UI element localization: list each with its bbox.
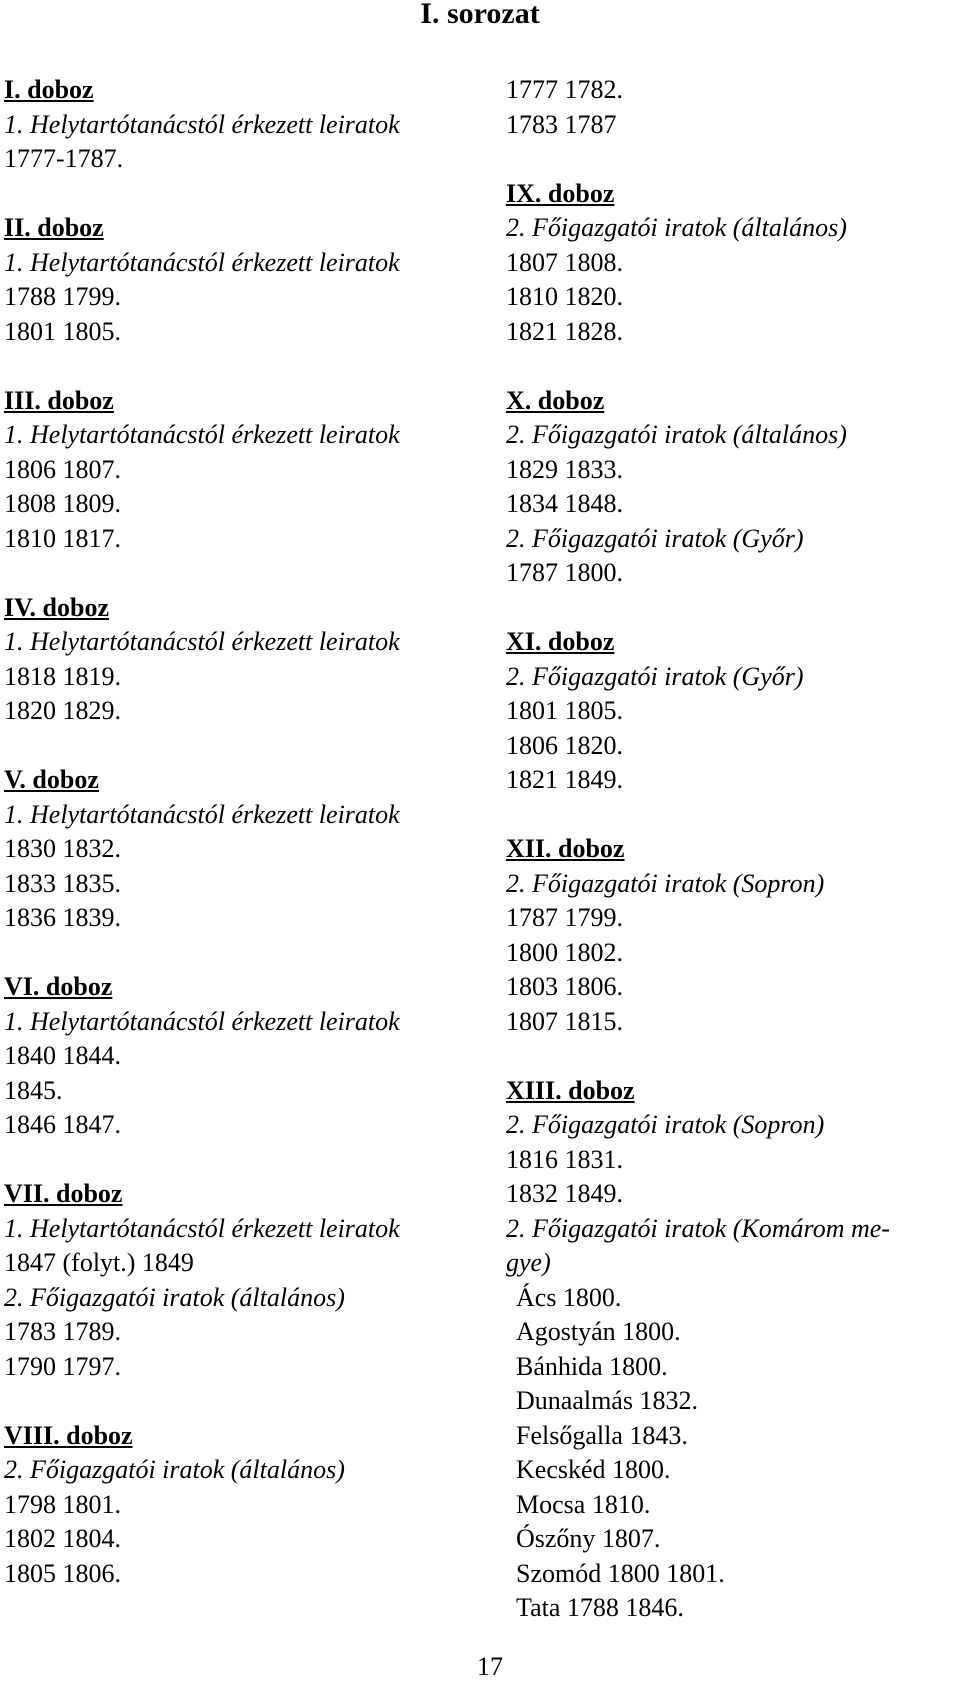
- date-range: 1777 1782.: [506, 75, 623, 104]
- record-group-title: 2. Főigazgatói iratok (Sopron): [506, 868, 825, 898]
- date-range: Felsőgalla 1843.: [516, 1420, 688, 1450]
- record-group-title: 2. Főigazgatói iratok (általános): [4, 1455, 345, 1484]
- date-range: 1830 1832.: [4, 834, 121, 863]
- date-range: 1833 1835.: [4, 868, 121, 898]
- left-column: [4, 73, 400, 1591]
- date-range: 1840 1844.: [4, 1041, 121, 1070]
- box-heading: X. doboz: [506, 385, 605, 415]
- date-range: 1821 1849.: [506, 765, 623, 794]
- box-heading: VI. doboz: [4, 972, 113, 1001]
- date-range: 1807 1808.: [506, 247, 623, 277]
- record-group-title: 1. Helytartótanácstól érkezett leiratok: [4, 420, 400, 449]
- date-range: 1806 1820.: [506, 730, 623, 760]
- date-range: 1787 1800.: [506, 558, 623, 587]
- spacer: [506, 1039, 890, 1074]
- page-number: 17: [477, 1652, 503, 1681]
- date-range: 1800 1802.: [506, 937, 623, 967]
- date-range: 1834 1848.: [506, 489, 623, 518]
- date-range: 1816 1831.: [506, 1144, 623, 1174]
- date-range: 1801 1805.: [4, 316, 121, 346]
- date-range: Agostyán 1800.: [516, 1317, 681, 1346]
- date-range: Mocsa 1810.: [516, 1489, 651, 1519]
- date-range: 1845.: [4, 1075, 63, 1105]
- box-heading: IV. doboz: [4, 592, 110, 622]
- date-range: 1820 1829.: [4, 696, 121, 725]
- spacer: [506, 591, 890, 626]
- date-range: Bánhida 1800.: [516, 1351, 668, 1381]
- record-group-title: 2. Főigazgatói iratok (általános): [4, 1282, 345, 1312]
- spacer: [4, 936, 400, 971]
- date-range: Szomód 1800 1801.: [516, 1558, 725, 1588]
- record-group-title: 2. Főigazgatói iratok (általános): [506, 213, 847, 242]
- record-group-title: 1. Helytartótanácstól érkezett leiratok: [4, 627, 400, 656]
- spacer: [4, 177, 400, 212]
- record-group-title: 2. Főigazgatói iratok (általános): [506, 420, 847, 449]
- record-group-title: gye): [506, 1248, 551, 1277]
- right-column: [506, 73, 890, 1626]
- date-range: 1803 1806.: [506, 972, 623, 1001]
- date-range: 1805 1806.: [4, 1558, 121, 1588]
- date-range: 1777-1787.: [4, 144, 124, 173]
- series-title: I. sorozat: [420, 0, 540, 30]
- spacer: [4, 556, 400, 591]
- box-heading: XI. doboz: [506, 627, 615, 656]
- box-heading: VII. doboz: [4, 1179, 123, 1208]
- spacer: [4, 1384, 400, 1419]
- spacer: [506, 142, 890, 177]
- spacer: [4, 349, 400, 384]
- date-range: Ószőny 1807.: [516, 1524, 661, 1553]
- date-range: 1807 1815.: [506, 1006, 623, 1036]
- date-range: 1846 1847.: [4, 1110, 121, 1139]
- date-range: Ács 1800.: [516, 1282, 622, 1312]
- date-range: 1801 1805.: [506, 696, 623, 725]
- date-range: 1787 1799.: [506, 903, 623, 932]
- box-heading: II. doboz: [4, 213, 104, 242]
- box-heading: XII. doboz: [506, 834, 625, 863]
- date-range: 1788 1799.: [4, 282, 121, 311]
- date-range: 1829 1833.: [506, 454, 623, 484]
- record-group-title: 1. Helytartótanácstól érkezett leiratok: [4, 109, 400, 139]
- box-heading: V. doboz: [4, 765, 99, 794]
- date-range: 1810 1817.: [4, 523, 121, 553]
- record-group-title: 2. Főigazgatói iratok (Győr): [506, 523, 804, 553]
- date-range: Tata 1788 1846.: [516, 1593, 684, 1622]
- record-group-title: 1. Helytartótanácstól érkezett leiratok: [4, 1213, 400, 1243]
- box-heading: III. doboz: [4, 385, 114, 415]
- record-group-title: 1. Helytartótanácstól érkezett leiratok: [4, 247, 400, 277]
- date-range: 1802 1804.: [4, 1524, 121, 1553]
- box-heading: VIII. doboz: [4, 1420, 133, 1450]
- date-range: 1808 1809.: [4, 489, 121, 518]
- record-group-title: 1. Helytartótanácstól érkezett leiratok: [4, 1006, 400, 1036]
- date-range: 1810 1820.: [506, 282, 623, 311]
- spacer: [4, 729, 400, 764]
- date-range: 1783 1787: [506, 109, 617, 139]
- record-group-title: 2. Főigazgatói iratok (Komárom me-: [506, 1213, 890, 1243]
- date-range: 1806 1807.: [4, 454, 121, 484]
- spacer: [506, 798, 890, 833]
- spacer: [4, 1143, 400, 1178]
- date-range: 1821 1828.: [506, 316, 623, 346]
- date-range: 1818 1819.: [4, 661, 121, 691]
- date-range: 1832 1849.: [506, 1179, 623, 1208]
- date-range: 1798 1801.: [4, 1489, 121, 1519]
- date-range: 1783 1789.: [4, 1317, 121, 1346]
- spacer: [506, 349, 890, 384]
- date-range: Dunaalmás 1832.: [516, 1386, 698, 1415]
- box-heading: IX. doboz: [506, 178, 615, 208]
- record-group-title: 1. Helytartótanácstól érkezett leiratok: [4, 799, 400, 829]
- record-group-title: 2. Főigazgatói iratok (Sopron): [506, 1110, 825, 1139]
- date-range: Kecskéd 1800.: [516, 1455, 671, 1484]
- date-range: 1836 1839.: [4, 903, 121, 932]
- date-range: 1790 1797.: [4, 1351, 121, 1381]
- date-range: 1847 (folyt.) 1849: [4, 1248, 194, 1277]
- record-group-title: 2. Főigazgatói iratok (Győr): [506, 661, 804, 691]
- box-heading: XIII. doboz: [506, 1075, 635, 1105]
- box-heading: I. doboz: [4, 75, 94, 104]
